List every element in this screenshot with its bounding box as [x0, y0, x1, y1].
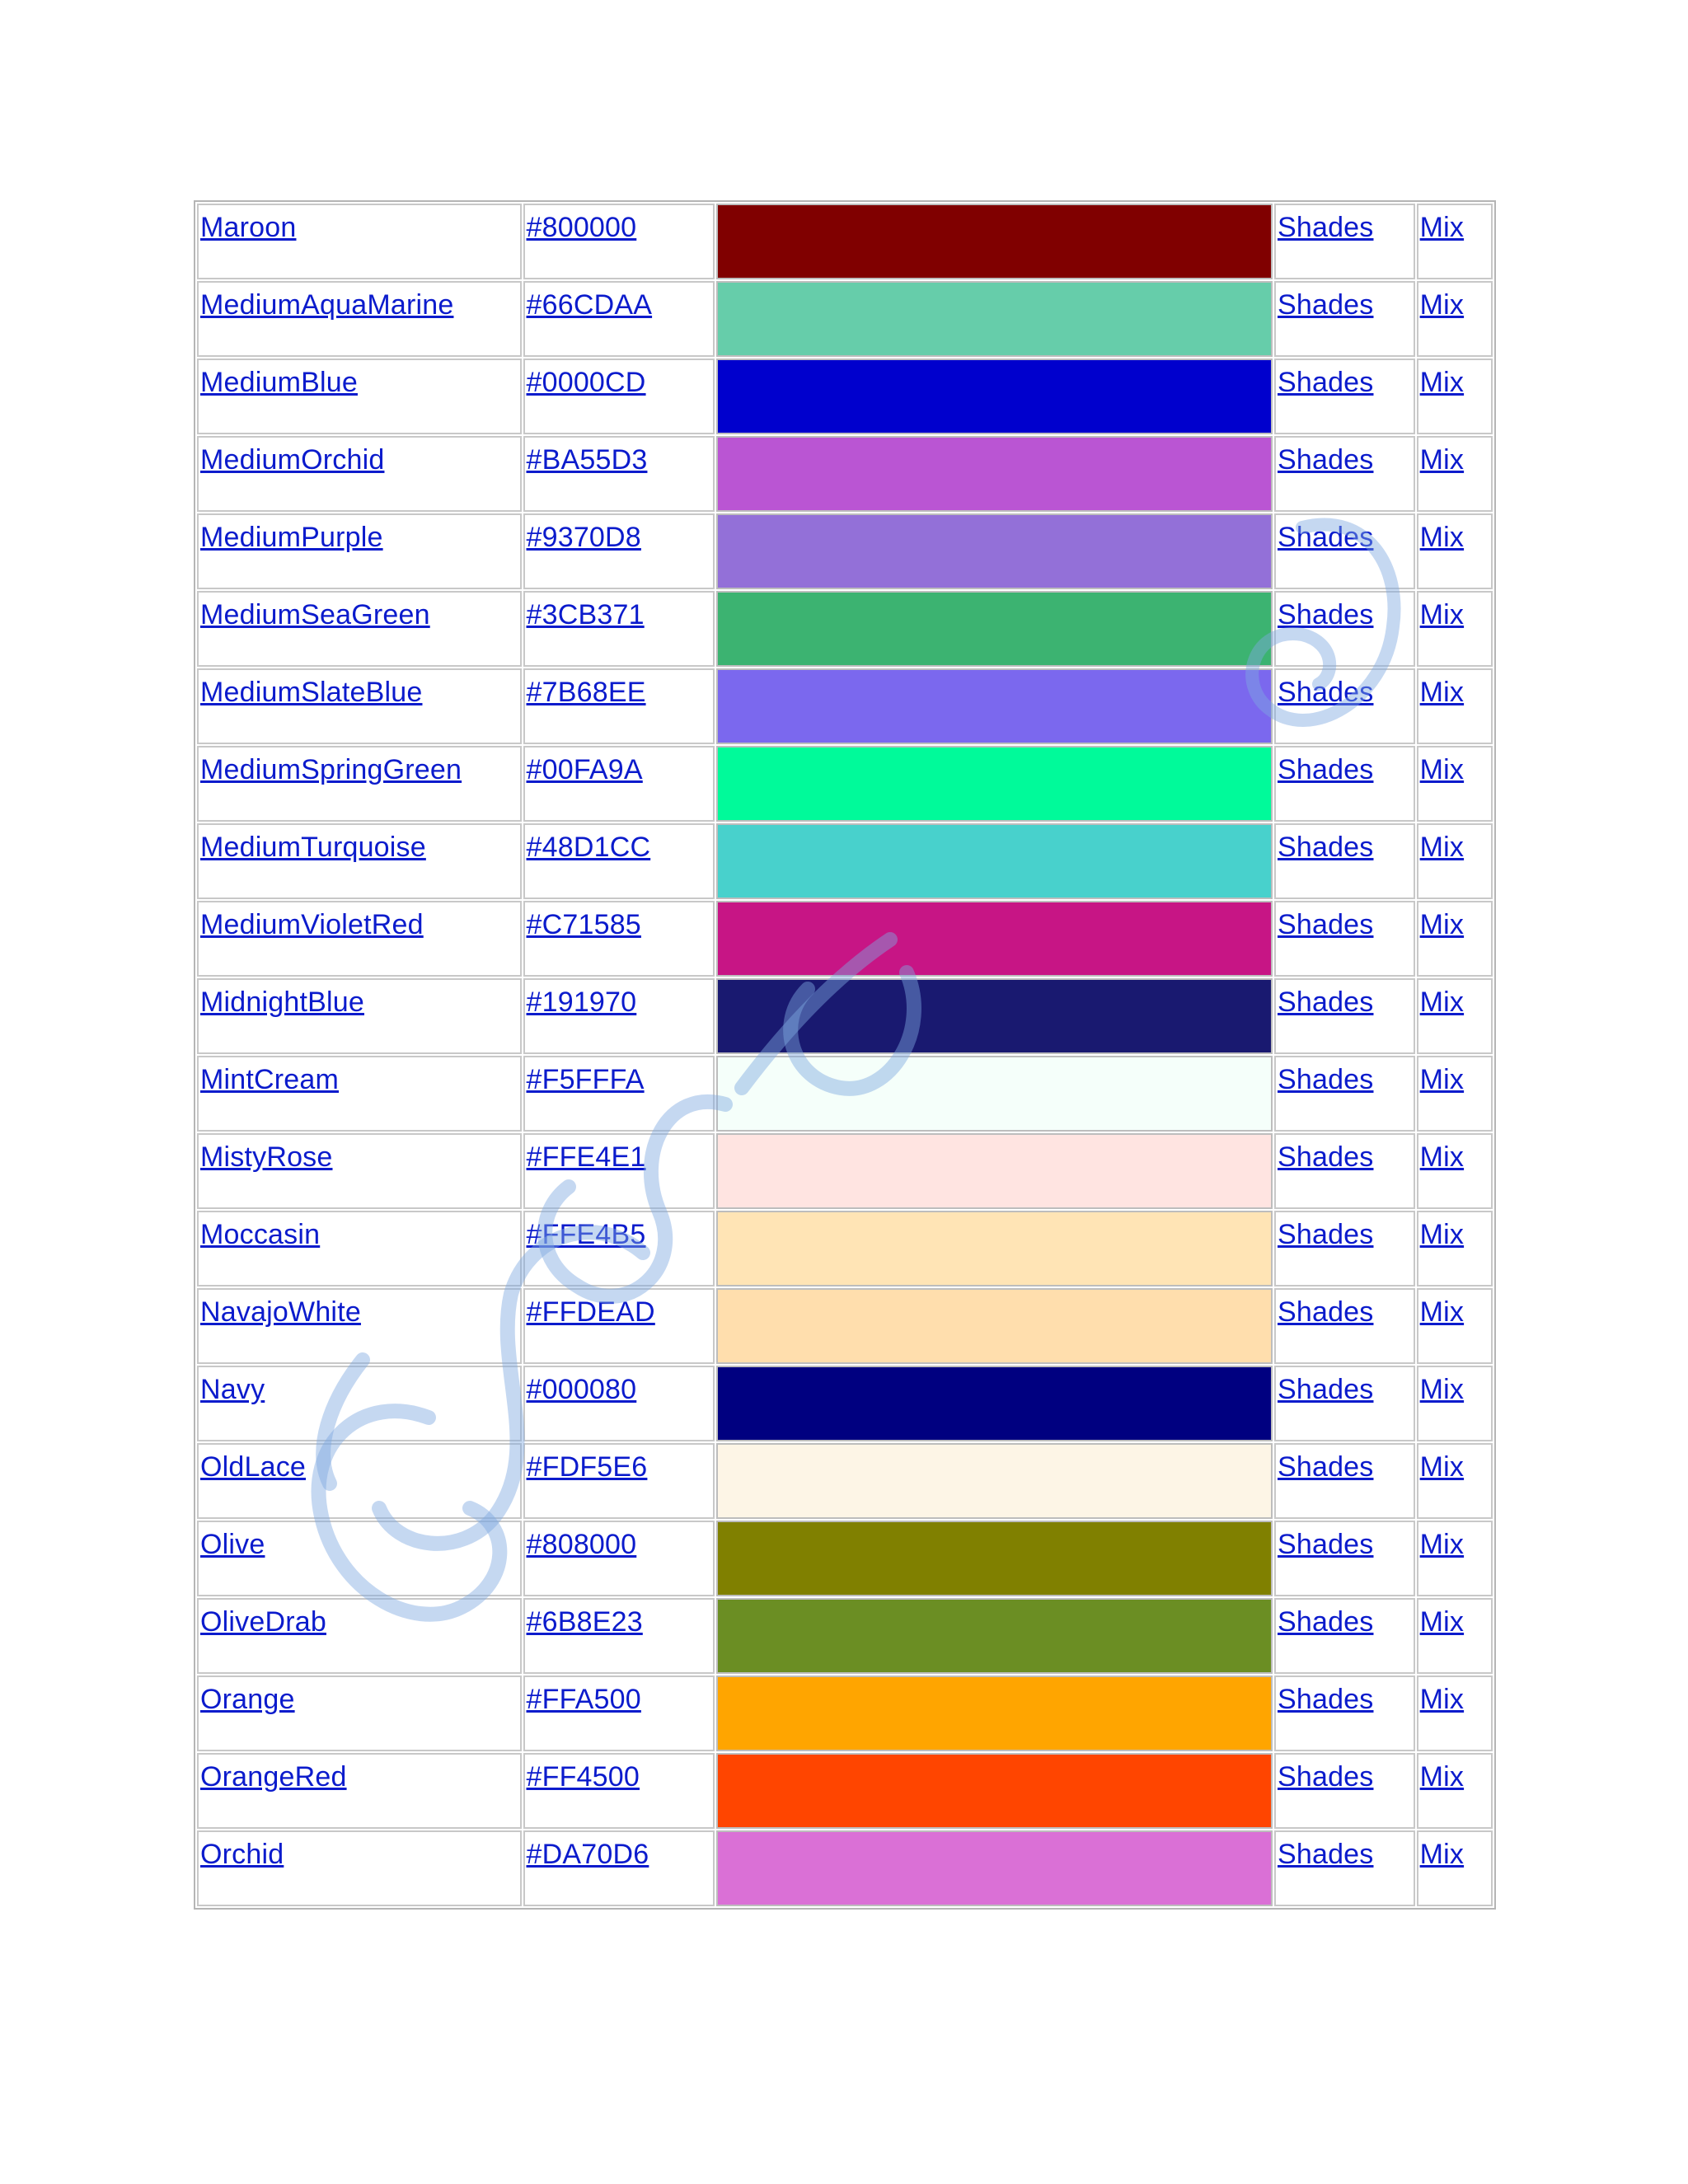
color-name-cell: [197, 1675, 522, 1751]
hex-code-cell: [523, 978, 715, 1054]
color-swatch: [718, 1367, 1271, 1440]
hex-code-cell: [523, 436, 715, 512]
color-swatch-cell: [716, 1211, 1273, 1286]
hex-code-link[interactable]: #808000: [526, 1529, 637, 1560]
color-name-cell: [197, 513, 522, 589]
color-swatch-cell: [716, 668, 1273, 744]
color-swatch-cell: [716, 1366, 1273, 1441]
mix-cell: [1417, 591, 1493, 667]
table-row: [197, 281, 1493, 357]
hex-code-link[interactable]: #F5FFFA: [526, 1064, 645, 1095]
table-row: [197, 1598, 1493, 1674]
mix-cell: [1417, 668, 1493, 744]
color-name-link[interactable]: Navy: [200, 1374, 265, 1405]
color-swatch: [718, 438, 1271, 510]
hex-code-cell: [523, 513, 715, 589]
mix-link[interactable]: Mix: [1419, 1839, 1465, 1870]
shades-link[interactable]: Shades: [1277, 212, 1374, 243]
hex-code-cell: [523, 1366, 715, 1441]
shades-link[interactable]: Shades: [1277, 1296, 1374, 1328]
table-row: [197, 746, 1493, 822]
color-name-cell: [197, 591, 522, 667]
hex-code-link[interactable]: #48D1CC: [526, 832, 651, 863]
hex-code-cell: [523, 746, 715, 822]
color-name-link[interactable]: MediumTurquoise: [200, 832, 426, 863]
hex-code-cell: [523, 281, 715, 357]
shades-cell: [1274, 1056, 1415, 1132]
color-name-link[interactable]: MediumVioletRed: [200, 909, 424, 940]
hex-code-link[interactable]: #0000CD: [526, 367, 646, 398]
hex-code-cell: [523, 1675, 715, 1751]
hex-code-cell: [523, 591, 715, 667]
mix-link[interactable]: Mix: [1419, 832, 1465, 863]
table-row: [197, 204, 1493, 279]
hex-code-link[interactable]: #191970: [526, 987, 637, 1018]
hex-code-cell: [523, 1753, 715, 1829]
shades-cell: [1274, 1753, 1415, 1829]
shades-cell: [1274, 513, 1415, 589]
color-swatch-cell: [716, 823, 1273, 899]
table-row: [197, 978, 1493, 1054]
color-name-link[interactable]: OliveDrab: [200, 1606, 326, 1638]
color-swatch-cell: [716, 513, 1273, 589]
mix-link[interactable]: Mix: [1419, 1296, 1465, 1328]
table-row: [197, 901, 1493, 977]
shades-link[interactable]: Shades: [1277, 987, 1374, 1018]
shades-link[interactable]: Shades: [1277, 367, 1374, 398]
hex-code-link[interactable]: #6B8E23: [526, 1606, 643, 1638]
shades-link[interactable]: Shades: [1277, 1606, 1374, 1638]
hex-code-link[interactable]: #FFE4E1: [526, 1141, 646, 1173]
color-swatch-cell: [716, 1133, 1273, 1209]
mix-link[interactable]: Mix: [1419, 1761, 1465, 1793]
hex-code-cell: [523, 1830, 715, 1906]
hex-code-cell: [523, 668, 715, 744]
color-swatch-cell: [716, 1521, 1273, 1596]
mix-link[interactable]: Mix: [1419, 1141, 1465, 1173]
color-name-link[interactable]: OrangeRed: [200, 1761, 347, 1793]
mix-cell: [1417, 1753, 1493, 1829]
color-swatch: [718, 902, 1271, 975]
color-name-cell: [197, 1830, 522, 1906]
color-name-cell: [197, 1366, 522, 1441]
color-swatch-cell: [716, 1056, 1273, 1132]
shades-cell: [1274, 281, 1415, 357]
color-swatch-cell: [716, 1753, 1273, 1829]
color-swatch: [718, 283, 1271, 355]
color-swatch-cell: [716, 1675, 1273, 1751]
mix-cell: [1417, 746, 1493, 822]
color-swatch-cell: [716, 1598, 1273, 1674]
color-swatch: [718, 1445, 1271, 1517]
table-row: [197, 823, 1493, 899]
color-swatch: [718, 1057, 1271, 1130]
color-name-link[interactable]: MediumOrchid: [200, 444, 385, 476]
mix-cell: [1417, 823, 1493, 899]
color-swatch-cell: [716, 204, 1273, 279]
color-name-link[interactable]: OldLace: [200, 1451, 307, 1483]
shades-cell: [1274, 823, 1415, 899]
hex-code-cell: [523, 1443, 715, 1519]
color-name-link[interactable]: Orange: [200, 1684, 295, 1715]
mix-cell: [1417, 436, 1493, 512]
color-swatch-cell: [716, 901, 1273, 977]
mix-cell: [1417, 281, 1493, 357]
color-name-cell: [197, 1521, 522, 1596]
color-swatch: [718, 593, 1271, 665]
mix-link[interactable]: Mix: [1419, 1684, 1465, 1715]
hex-code-cell: [523, 1521, 715, 1596]
color-name-cell: [197, 978, 522, 1054]
shades-link[interactable]: Shades: [1277, 832, 1374, 863]
table-row: [197, 1443, 1493, 1519]
shades-cell: [1274, 1211, 1415, 1286]
mix-link[interactable]: Mix: [1419, 909, 1465, 940]
table-row: [197, 1753, 1493, 1829]
shades-cell: [1274, 359, 1415, 434]
shades-cell: [1274, 668, 1415, 744]
color-name-cell: [197, 1211, 522, 1286]
color-swatch: [718, 1522, 1271, 1595]
mix-link[interactable]: Mix: [1419, 599, 1465, 630]
mix-link[interactable]: Mix: [1419, 444, 1465, 476]
shades-link[interactable]: Shades: [1277, 1529, 1374, 1560]
hex-code-link[interactable]: #3CB371: [526, 599, 645, 630]
color-swatch: [718, 1832, 1271, 1905]
mix-link[interactable]: Mix: [1419, 289, 1465, 321]
table-row: [197, 436, 1493, 512]
hex-code-link[interactable]: #66CDAA: [526, 289, 653, 321]
color-table: [194, 200, 1496, 1910]
mix-cell: [1417, 1830, 1493, 1906]
color-swatch: [718, 1677, 1271, 1750]
table-row: [197, 1830, 1493, 1906]
shades-link[interactable]: Shades: [1277, 909, 1374, 940]
mix-cell: [1417, 1521, 1493, 1596]
table-row: [197, 1521, 1493, 1596]
mix-link[interactable]: Mix: [1419, 1219, 1465, 1250]
color-swatch-cell: [716, 1830, 1273, 1906]
hex-code-cell: [523, 1211, 715, 1286]
color-name-link[interactable]: MediumSpringGreen: [200, 754, 462, 785]
mix-link[interactable]: Mix: [1419, 1451, 1465, 1483]
hex-code-link[interactable]: #FF4500: [526, 1761, 640, 1793]
color-swatch: [718, 670, 1271, 743]
mix-cell: [1417, 359, 1493, 434]
color-swatch-cell: [716, 281, 1273, 357]
hex-code-link[interactable]: #FFA500: [526, 1684, 641, 1715]
shades-cell: [1274, 1675, 1415, 1751]
table-row: [197, 1288, 1493, 1364]
color-name-cell: [197, 436, 522, 512]
shades-link[interactable]: Shades: [1277, 1684, 1374, 1715]
mix-link[interactable]: Mix: [1419, 1374, 1465, 1405]
color-swatch: [718, 980, 1271, 1052]
hex-code-cell: [523, 823, 715, 899]
mix-link[interactable]: Mix: [1419, 754, 1465, 785]
color-swatch-cell: [716, 591, 1273, 667]
mix-link[interactable]: Mix: [1419, 1064, 1465, 1095]
hex-code-link[interactable]: #00FA9A: [526, 754, 643, 785]
mix-link[interactable]: Mix: [1419, 677, 1465, 708]
shades-link[interactable]: Shades: [1277, 754, 1374, 785]
color-swatch-cell: [716, 359, 1273, 434]
color-name-link[interactable]: Orchid: [200, 1839, 284, 1870]
mix-cell: [1417, 1598, 1493, 1674]
mix-cell: [1417, 978, 1493, 1054]
color-name-cell: [197, 1443, 522, 1519]
hex-code-link[interactable]: #FFE4B5: [526, 1219, 646, 1250]
color-name-cell: [197, 1598, 522, 1674]
mix-cell: [1417, 1443, 1493, 1519]
color-name-link[interactable]: MediumSeaGreen: [200, 599, 430, 630]
color-name-cell: [197, 1133, 522, 1209]
hex-code-cell: [523, 901, 715, 977]
color-swatch: [718, 1600, 1271, 1672]
table-row: [197, 1675, 1493, 1751]
hex-code-cell: [523, 1598, 715, 1674]
mix-cell: [1417, 1133, 1493, 1209]
color-swatch: [718, 205, 1271, 278]
table-row: [197, 1366, 1493, 1441]
hex-code-link[interactable]: #000080: [526, 1374, 637, 1405]
shades-link[interactable]: Shades: [1277, 1761, 1374, 1793]
hex-code-link[interactable]: #9370D8: [526, 522, 641, 553]
color-swatch-cell: [716, 1288, 1273, 1364]
mix-cell: [1417, 513, 1493, 589]
hex-code-link[interactable]: #C71585: [526, 909, 641, 940]
shades-link[interactable]: Shades: [1277, 289, 1374, 321]
table-row: [197, 1133, 1493, 1209]
shades-link[interactable]: Shades: [1277, 599, 1374, 630]
hex-code-cell: [523, 1056, 715, 1132]
color-swatch-cell: [716, 1443, 1273, 1519]
hex-code-link[interactable]: #800000: [526, 212, 637, 243]
shades-cell: [1274, 436, 1415, 512]
color-name-link[interactable]: NavajoWhite: [200, 1296, 361, 1328]
shades-link[interactable]: Shades: [1277, 1839, 1374, 1870]
hex-code-cell: [523, 204, 715, 279]
shades-link[interactable]: Shades: [1277, 1374, 1374, 1405]
shades-link[interactable]: Shades: [1277, 1064, 1374, 1095]
shades-cell: [1274, 1521, 1415, 1596]
color-name-link[interactable]: MediumBlue: [200, 367, 358, 398]
mix-cell: [1417, 1056, 1493, 1132]
color-name-link[interactable]: Moccasin: [200, 1219, 321, 1250]
hex-code-link[interactable]: #FFDEAD: [526, 1296, 655, 1328]
shades-cell: [1274, 1288, 1415, 1364]
color-name-cell: [197, 1753, 522, 1829]
mix-link[interactable]: Mix: [1419, 212, 1465, 243]
shades-cell: [1274, 1830, 1415, 1906]
color-name-link[interactable]: Maroon: [200, 212, 297, 243]
mix-link[interactable]: Mix: [1419, 367, 1465, 398]
color-name-cell: [197, 668, 522, 744]
shades-cell: [1274, 1133, 1415, 1209]
shades-link[interactable]: Shades: [1277, 1451, 1374, 1483]
shades-link[interactable]: Shades: [1277, 522, 1374, 553]
color-name-cell: [197, 1288, 522, 1364]
table-row: [197, 1211, 1493, 1286]
color-name-link[interactable]: MediumSlateBlue: [200, 677, 423, 708]
shades-link[interactable]: Shades: [1277, 444, 1374, 476]
hex-code-link[interactable]: #7B68EE: [526, 677, 646, 708]
hex-code-link[interactable]: #DA70D6: [526, 1839, 649, 1870]
color-name-link[interactable]: Olive: [200, 1529, 265, 1560]
table-row: [197, 668, 1493, 744]
color-name-link[interactable]: MistyRose: [200, 1141, 333, 1173]
color-swatch: [718, 1755, 1271, 1827]
color-swatch-cell: [716, 436, 1273, 512]
color-name-cell: [197, 901, 522, 977]
color-name-link[interactable]: MidnightBlue: [200, 987, 364, 1018]
shades-cell: [1274, 978, 1415, 1054]
shades-cell: [1274, 1443, 1415, 1519]
shades-cell: [1274, 746, 1415, 822]
hex-code-link[interactable]: #FDF5E6: [526, 1451, 648, 1483]
color-swatch: [718, 360, 1271, 433]
mix-cell: [1417, 901, 1493, 977]
mix-cell: [1417, 1366, 1493, 1441]
mix-cell: [1417, 1675, 1493, 1751]
mix-cell: [1417, 204, 1493, 279]
shades-link[interactable]: Shades: [1277, 1141, 1374, 1173]
color-swatch: [718, 1135, 1271, 1207]
color-swatch: [718, 748, 1271, 820]
color-swatch: [718, 825, 1271, 898]
hex-code-cell: [523, 359, 715, 434]
table-row: [197, 359, 1493, 434]
shades-cell: [1274, 204, 1415, 279]
color-name-cell: [197, 746, 522, 822]
shades-cell: [1274, 1366, 1415, 1441]
color-name-cell: [197, 1056, 522, 1132]
table-row: [197, 1056, 1493, 1132]
color-table-body: [197, 204, 1493, 1906]
mix-link[interactable]: Mix: [1419, 522, 1465, 553]
color-name-cell: [197, 823, 522, 899]
color-name-cell: [197, 204, 522, 279]
hex-code-link[interactable]: #BA55D3: [526, 444, 648, 476]
color-name-link[interactable]: MediumAquaMarine: [200, 289, 454, 321]
mix-link[interactable]: Mix: [1419, 1529, 1465, 1560]
color-swatch: [718, 1212, 1271, 1285]
hex-code-cell: [523, 1288, 715, 1364]
color-swatch: [718, 515, 1271, 588]
color-swatch: [718, 1290, 1271, 1362]
table-row: [197, 513, 1493, 589]
shades-cell: [1274, 1598, 1415, 1674]
hex-code-cell: [523, 1133, 715, 1209]
color-swatch-cell: [716, 978, 1273, 1054]
shades-cell: [1274, 591, 1415, 667]
mix-link[interactable]: Mix: [1419, 1606, 1465, 1638]
color-name-cell: [197, 281, 522, 357]
color-swatch-cell: [716, 746, 1273, 822]
shades-cell: [1274, 901, 1415, 977]
table-row: [197, 591, 1493, 667]
color-name-link[interactable]: MediumPurple: [200, 522, 383, 553]
mix-cell: [1417, 1211, 1493, 1286]
mix-cell: [1417, 1288, 1493, 1364]
shades-link[interactable]: Shades: [1277, 1219, 1374, 1250]
mix-link[interactable]: Mix: [1419, 987, 1465, 1018]
color-name-link[interactable]: MintCream: [200, 1064, 340, 1095]
color-name-cell: [197, 359, 522, 434]
shades-link[interactable]: Shades: [1277, 677, 1374, 708]
